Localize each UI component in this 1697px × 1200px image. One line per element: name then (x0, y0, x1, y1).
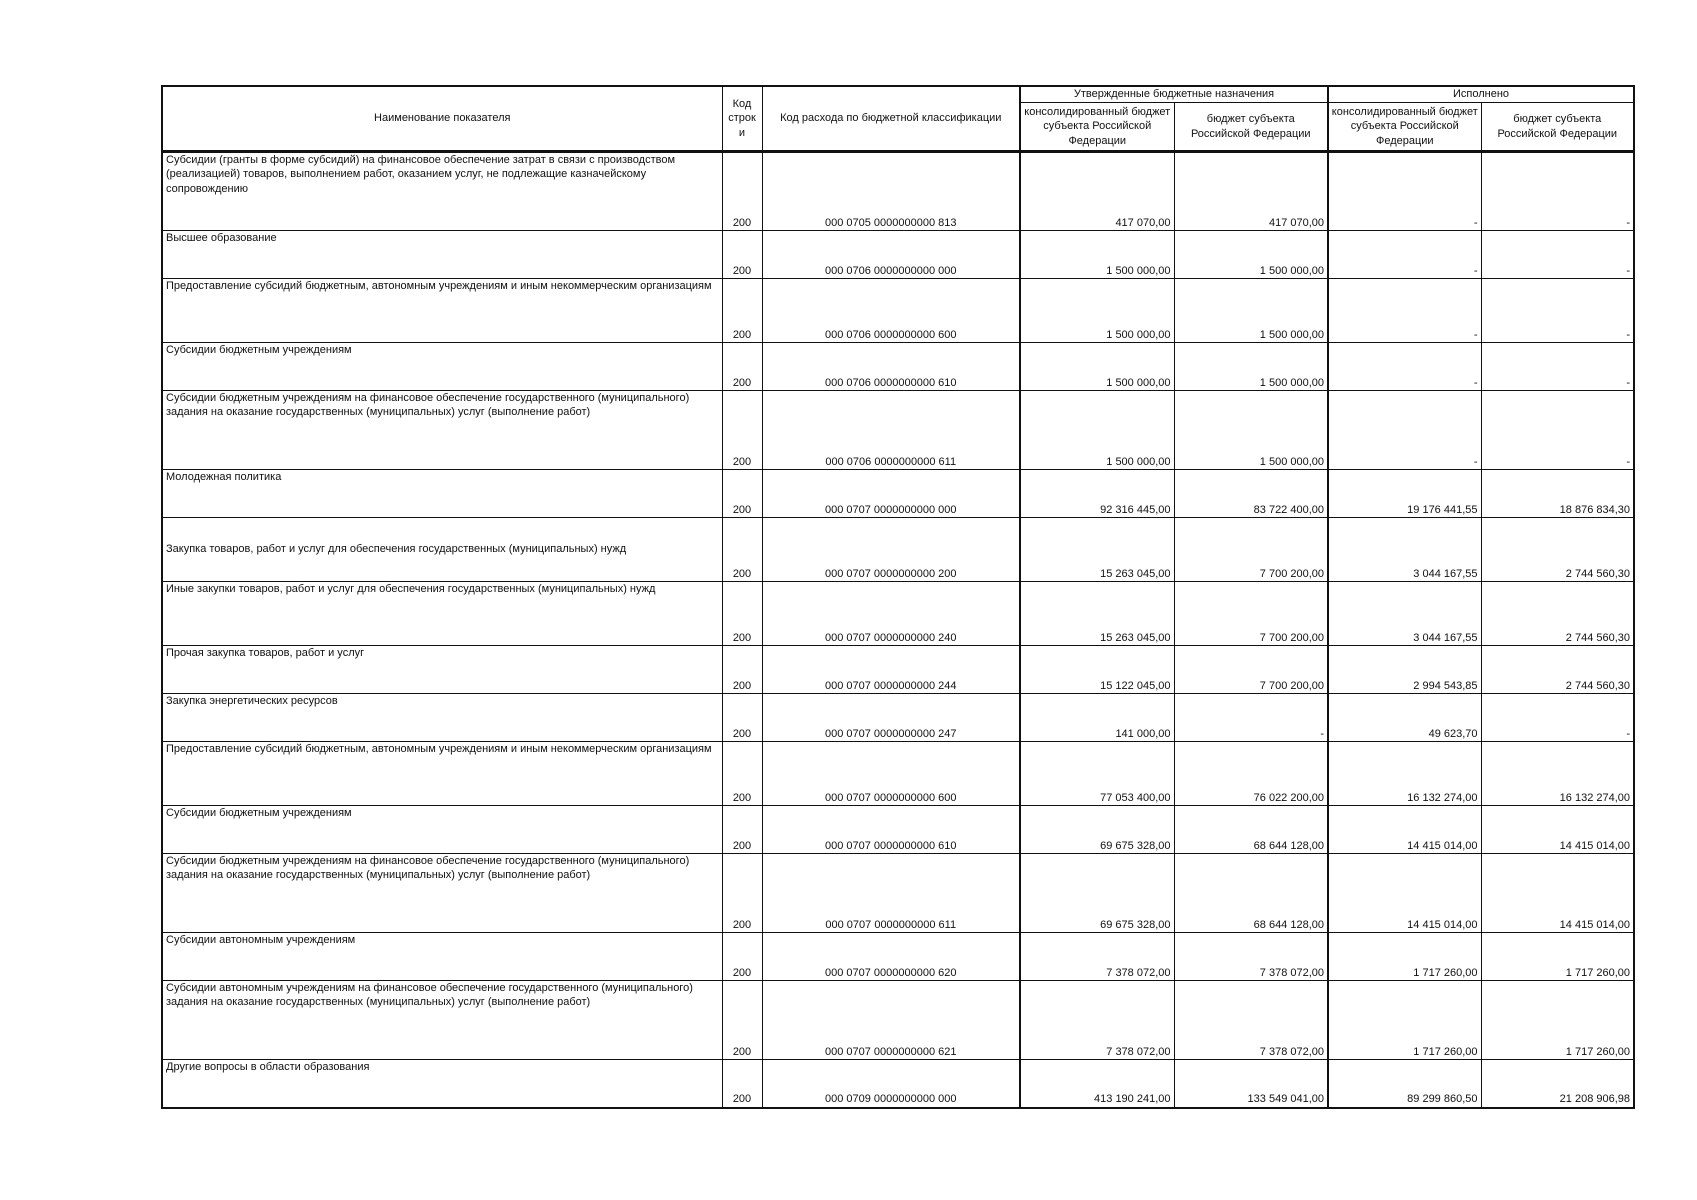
header-code: Код строк и (722, 86, 762, 152)
row-kbk: 000 0707 0000000000 244 (762, 646, 1020, 694)
row-name: Закупка товаров, работ и услуг для обеспечения государственных (муниципальных) нужд (162, 518, 722, 582)
header-executed-subject: бюджет субъекта Российской Федерации (1481, 103, 1634, 152)
row-approved-consolidated: 77 053 400,00 (1020, 742, 1174, 806)
row-name: Прочая закупка товаров, работ и услуг (162, 646, 722, 694)
table-row (162, 1060, 1634, 1108)
row-code: 200 (722, 279, 762, 343)
table-row (162, 231, 1634, 279)
header-kbk: Код расхода по бюджетной классификации (762, 86, 1020, 152)
row-approved-subject: 68 644 128,00 (1174, 854, 1328, 933)
row-executed-subject: 2 744 560,30 (1481, 518, 1634, 582)
row-kbk: 000 0706 0000000000 600 (762, 279, 1020, 343)
row-approved-subject: 7 378 072,00 (1174, 933, 1328, 981)
table-row (162, 391, 1634, 470)
row-executed-subject: 18 876 834,30 (1481, 470, 1634, 518)
row-approved-consolidated: 417 070,00 (1020, 152, 1174, 231)
row-code: 200 (722, 231, 762, 279)
row-executed-consolidated: 14 415 014,00 (1328, 854, 1481, 933)
row-executed-consolidated: 49 623,70 (1328, 694, 1481, 742)
row-name: Предоставление субсидий бюджетным, автономным учреждениям и иным некоммерческим организациям (162, 742, 722, 806)
row-approved-consolidated: 1 500 000,00 (1020, 279, 1174, 343)
row-approved-consolidated: 141 000,00 (1020, 694, 1174, 742)
table-row (162, 981, 1634, 1060)
row-approved-subject: 7 700 200,00 (1174, 582, 1328, 646)
row-name: Другие вопросы в области образования (162, 1060, 722, 1108)
row-approved-consolidated: 69 675 328,00 (1020, 854, 1174, 933)
row-code: 200 (722, 981, 762, 1060)
row-name: Иные закупки товаров, работ и услуг для обеспечения государственных (муниципальных) нужд (162, 582, 722, 646)
row-executed-consolidated: - (1328, 343, 1481, 391)
row-code: 200 (722, 854, 762, 933)
header-name: Наименование показателя (162, 86, 722, 152)
table-row (162, 152, 1634, 231)
row-executed-subject: 1 717 260,00 (1481, 933, 1634, 981)
table-row (162, 854, 1634, 933)
row-code: 200 (722, 933, 762, 981)
row-kbk: 000 0707 0000000000 200 (762, 518, 1020, 582)
row-name: Субсидии бюджетным учреждениям на финансовое обеспечение государственного (муниципального) задания на оказание государственных (муниципальных) услуг (выполнение работ) (162, 854, 722, 933)
row-name: Высшее образование (162, 231, 722, 279)
row-executed-consolidated: 89 299 860,50 (1328, 1060, 1481, 1108)
row-executed-consolidated: 14 415 014,00 (1328, 806, 1481, 854)
row-executed-consolidated: - (1328, 391, 1481, 470)
table-row (162, 694, 1634, 742)
header-approved-consolidated: консолидированный бюджет субъекта Российской Федерации (1020, 103, 1174, 152)
row-executed-subject: - (1481, 694, 1634, 742)
table-header (162, 86, 1634, 152)
row-approved-consolidated: 1 500 000,00 (1020, 391, 1174, 470)
row-kbk: 000 0705 0000000000 813 (762, 152, 1020, 231)
row-code: 200 (722, 806, 762, 854)
row-approved-subject: 133 549 041,00 (1174, 1060, 1328, 1108)
row-name: Субсидии бюджетным учреждениям (162, 806, 722, 854)
row-executed-subject: - (1481, 279, 1634, 343)
row-executed-subject: 14 415 014,00 (1481, 806, 1634, 854)
row-executed-consolidated: - (1328, 152, 1481, 231)
row-kbk: 000 0709 0000000000 000 (762, 1060, 1020, 1108)
row-approved-subject: 7 700 200,00 (1174, 646, 1328, 694)
row-approved-subject: 83 722 400,00 (1174, 470, 1328, 518)
row-executed-subject: - (1481, 391, 1634, 470)
row-executed-subject: - (1481, 152, 1634, 231)
row-code: 200 (722, 343, 762, 391)
row-executed-subject: 2 744 560,30 (1481, 646, 1634, 694)
row-code: 200 (722, 582, 762, 646)
row-approved-subject: 68 644 128,00 (1174, 806, 1328, 854)
row-approved-consolidated: 15 263 045,00 (1020, 582, 1174, 646)
row-kbk: 000 0706 0000000000 000 (762, 231, 1020, 279)
row-executed-consolidated: 19 176 441,55 (1328, 470, 1481, 518)
row-approved-consolidated: 7 378 072,00 (1020, 933, 1174, 981)
row-name: Закупка энергетических ресурсов (162, 694, 722, 742)
row-approved-consolidated: 1 500 000,00 (1020, 231, 1174, 279)
row-name: Субсидии автономным учреждениям (162, 933, 722, 981)
row-name: Молодежная политика (162, 470, 722, 518)
table-row (162, 343, 1634, 391)
header-executed-consolidated: консолидированный бюджет субъекта Российской Федерации (1328, 103, 1481, 152)
row-approved-subject: 1 500 000,00 (1174, 231, 1328, 279)
header-approved-group: Утвержденные бюджетные назначения (1020, 86, 1328, 103)
row-approved-subject: 1 500 000,00 (1174, 279, 1328, 343)
table-row (162, 806, 1634, 854)
row-name: Субсидии бюджетным учреждениям на финансовое обеспечение государственного (муниципального) задания на оказание государственных (муниципальных) услуг (выполнение работ) (162, 391, 722, 470)
row-name: Субсидии бюджетным учреждениям (162, 343, 722, 391)
row-executed-consolidated: 1 717 260,00 (1328, 933, 1481, 981)
row-approved-subject: 1 500 000,00 (1174, 343, 1328, 391)
row-executed-subject: 16 132 274,00 (1481, 742, 1634, 806)
row-name: Предоставление субсидий бюджетным, автономным учреждениям и иным некоммерческим организациям (162, 279, 722, 343)
row-name: Субсидии (гранты в форме субсидий) на финансовое обеспечение затрат в связи с производством (реализацией) товаров, выполнением работ, оказанием услуг, не подлежащие казначейскому сопровождению (162, 152, 722, 231)
row-executed-subject: 1 717 260,00 (1481, 981, 1634, 1060)
row-code: 200 (722, 391, 762, 470)
row-approved-consolidated: 7 378 072,00 (1020, 981, 1174, 1060)
row-kbk: 000 0706 0000000000 611 (762, 391, 1020, 470)
row-executed-subject: 21 208 906,98 (1481, 1060, 1634, 1108)
row-code: 200 (722, 152, 762, 231)
row-approved-consolidated: 92 316 445,00 (1020, 470, 1174, 518)
header-executed-group: Исполнено (1328, 86, 1634, 103)
row-approved-consolidated: 15 263 045,00 (1020, 518, 1174, 582)
row-executed-consolidated: 3 044 167,55 (1328, 518, 1481, 582)
row-code: 200 (722, 694, 762, 742)
row-executed-subject: - (1481, 343, 1634, 391)
table-row (162, 933, 1634, 981)
row-executed-subject: 2 744 560,30 (1481, 582, 1634, 646)
row-approved-subject: 7 700 200,00 (1174, 518, 1328, 582)
row-code: 200 (722, 518, 762, 582)
row-approved-consolidated: 15 122 045,00 (1020, 646, 1174, 694)
table-row (162, 518, 1634, 582)
row-approved-subject: 417 070,00 (1174, 152, 1328, 231)
table-body (162, 152, 1634, 1108)
row-executed-consolidated: 1 717 260,00 (1328, 981, 1481, 1060)
row-kbk: 000 0707 0000000000 611 (762, 854, 1020, 933)
header-approved-subject: бюджет субъекта Российской Федерации (1174, 103, 1328, 152)
row-name: Субсидии автономным учреждениям на финансовое обеспечение государственного (муниципального) задания на оказание государственных (муниципальных) услуг (выполнение работ) (162, 981, 722, 1060)
row-code: 200 (722, 742, 762, 806)
table-row (162, 646, 1634, 694)
row-executed-consolidated: 3 044 167,55 (1328, 582, 1481, 646)
table-row (162, 742, 1634, 806)
table-row (162, 470, 1634, 518)
row-approved-subject: 1 500 000,00 (1174, 391, 1328, 470)
row-approved-subject: 7 378 072,00 (1174, 981, 1328, 1060)
row-approved-subject: 76 022 200,00 (1174, 742, 1328, 806)
row-executed-consolidated: - (1328, 279, 1481, 343)
row-executed-subject: - (1481, 231, 1634, 279)
row-kbk: 000 0707 0000000000 240 (762, 582, 1020, 646)
row-executed-subject: 14 415 014,00 (1481, 854, 1634, 933)
row-kbk: 000 0707 0000000000 247 (762, 694, 1020, 742)
row-executed-consolidated: 16 132 274,00 (1328, 742, 1481, 806)
row-approved-consolidated: 413 190 241,00 (1020, 1060, 1174, 1108)
row-kbk: 000 0707 0000000000 610 (762, 806, 1020, 854)
row-kbk: 000 0707 0000000000 000 (762, 470, 1020, 518)
row-code: 200 (722, 1060, 762, 1108)
row-kbk: 000 0707 0000000000 620 (762, 933, 1020, 981)
table-row (162, 279, 1634, 343)
row-approved-consolidated: 1 500 000,00 (1020, 343, 1174, 391)
row-kbk: 000 0707 0000000000 600 (762, 742, 1020, 806)
table-row (162, 582, 1634, 646)
row-kbk: 000 0707 0000000000 621 (762, 981, 1020, 1060)
row-approved-consolidated: 69 675 328,00 (1020, 806, 1174, 854)
row-executed-consolidated: 2 994 543,85 (1328, 646, 1481, 694)
budget-execution-table (161, 85, 1635, 1109)
row-code: 200 (722, 470, 762, 518)
row-kbk: 000 0706 0000000000 610 (762, 343, 1020, 391)
row-executed-consolidated: - (1328, 231, 1481, 279)
row-code: 200 (722, 646, 762, 694)
row-approved-subject: - (1174, 694, 1328, 742)
